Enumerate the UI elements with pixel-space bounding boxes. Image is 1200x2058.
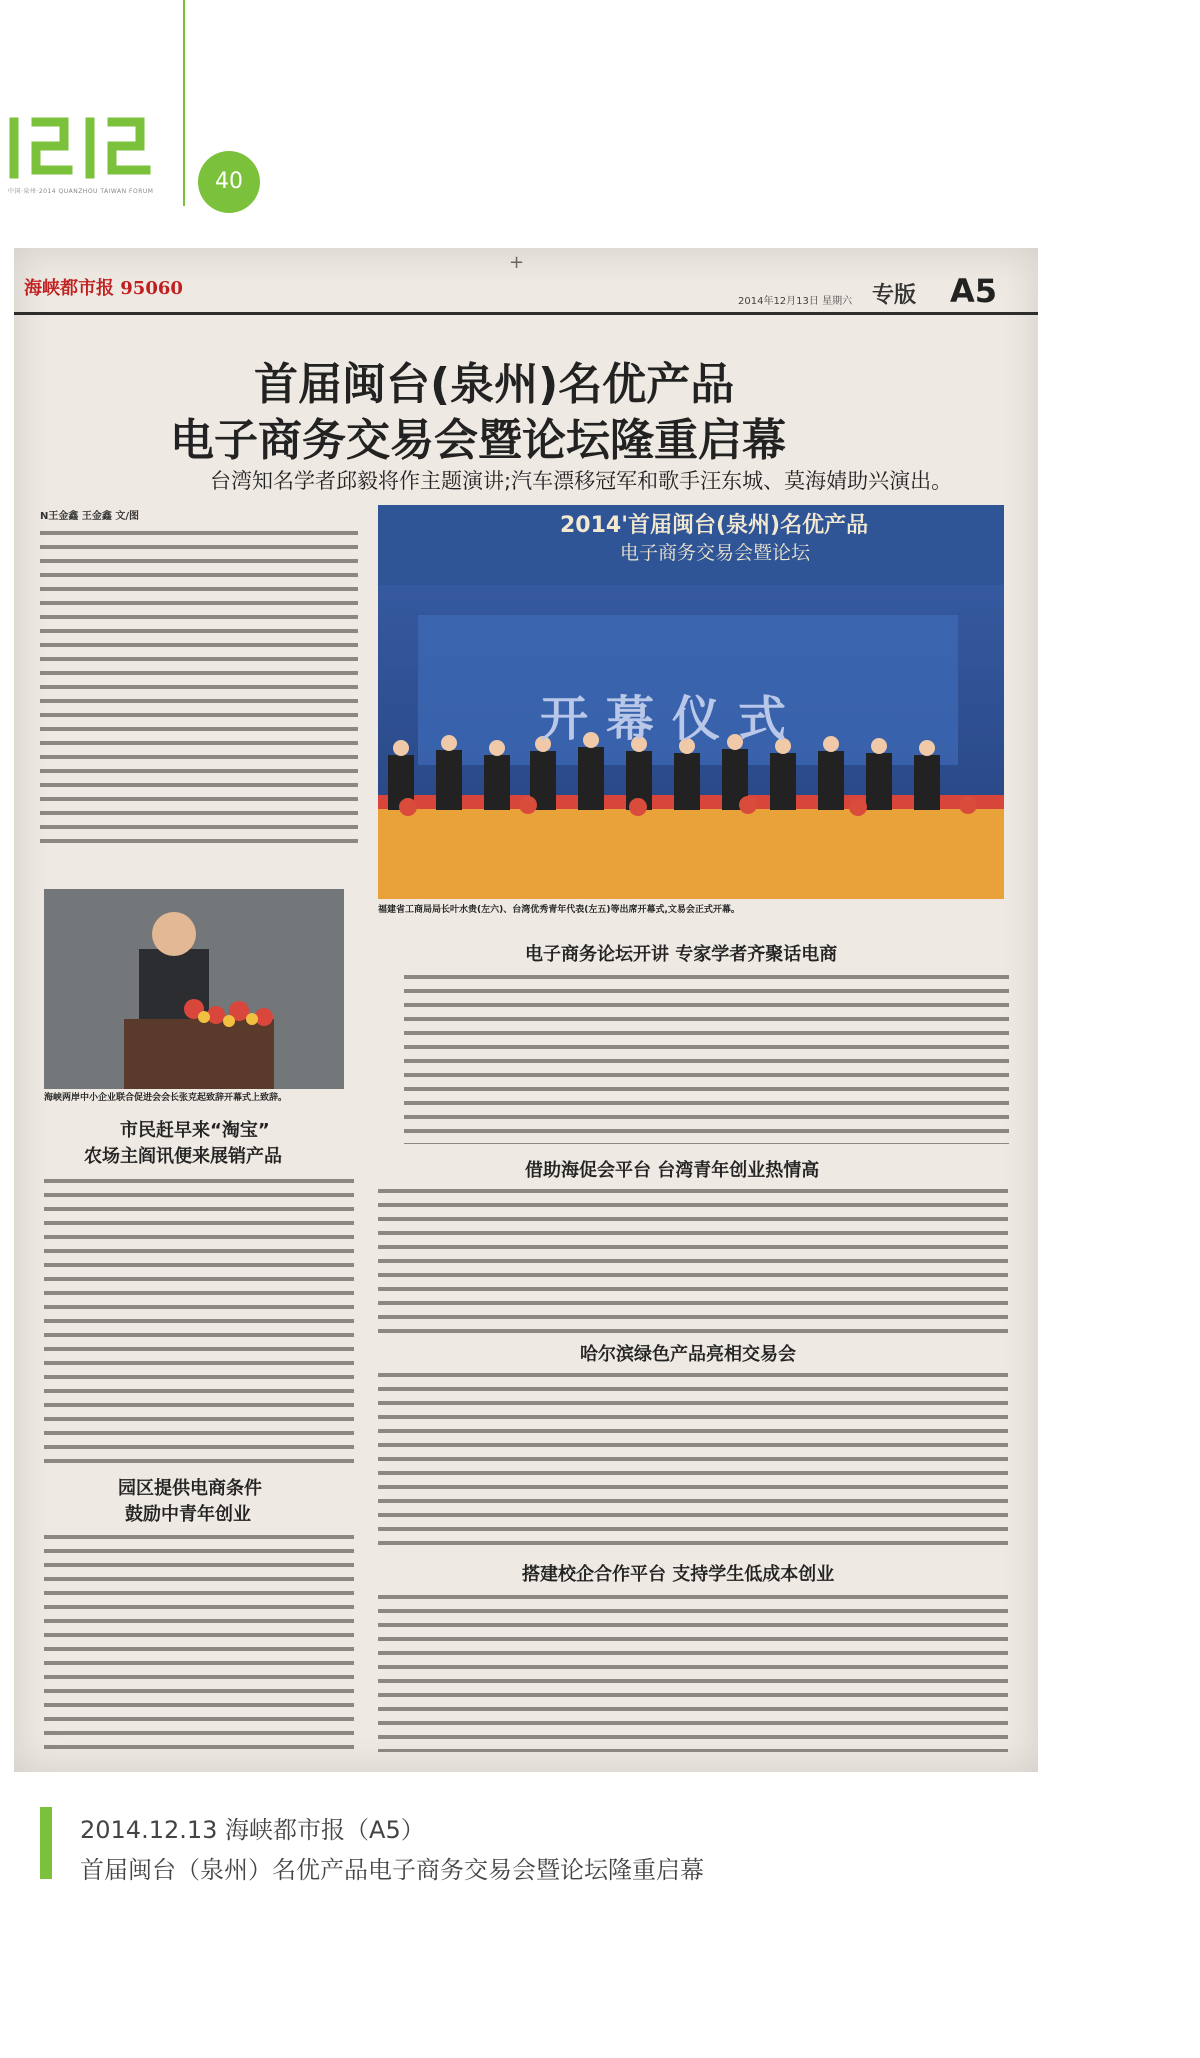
photo-banner-line2: 电子商务交易会暨论坛 xyxy=(620,542,811,564)
photo-banner-line1: 2014'首届闽台(泉州)名优产品 xyxy=(560,513,869,538)
masthead-date: 2014年12月13日 星期六 xyxy=(738,296,853,307)
headline-line2: 电子商务交易会暨论坛隆重启幕 xyxy=(170,415,786,466)
article-text xyxy=(44,1532,354,1752)
section-title-harbin: 哈尔滨绿色产品亮相交易会 xyxy=(580,1344,796,1365)
footer-accent-bar xyxy=(40,1807,52,1879)
section-title-market-sub: 农场主阎讯便来展销产品 xyxy=(84,1146,282,1167)
headline-line1: 首届闽台(泉州)名优产品 xyxy=(254,359,735,410)
footer-source: 2014.12.13 海峡都市报（A5） xyxy=(80,1816,425,1844)
header-divider xyxy=(183,0,185,206)
subheadline: 台湾知名学者邱毅将作主题演讲;汽车漂移冠军和歌手汪东城、莫海婧助兴演出。 xyxy=(210,469,953,493)
footer-title: 首届闽台（泉州）名优产品电子商务交易会暨论坛隆重启幕 xyxy=(80,1856,704,1884)
speaker-photo xyxy=(44,889,344,1089)
section-title-park: 园区提供电商条件 xyxy=(118,1478,262,1499)
article-text xyxy=(44,1176,354,1466)
masthead-page: A5 xyxy=(950,272,998,310)
main-photo-caption: 福建省工商局局长叶水贵(左六)、台湾优秀青年代表(左五)等出席开幕式,文易会正式开幕。 xyxy=(378,905,740,915)
photo-banner-line3: 开幕仪式 xyxy=(540,691,805,747)
section-title-park-sub: 鼓励中青年创业 xyxy=(125,1504,251,1525)
lead-article-text xyxy=(40,528,358,848)
section-title-youth: 借助海促会平台 台湾青年创业热情高 xyxy=(525,1160,820,1181)
logo-subtext: 中国·泉州·2014 QUANZHOU TAIWAN FORUM xyxy=(8,188,154,195)
masthead-rule xyxy=(14,312,1038,315)
byline: N王金鑫 王金鑫 文/图 xyxy=(40,511,139,522)
article-text xyxy=(404,972,1009,1144)
section-title-school: 搭建校企合作平台 支持学生低成本创业 xyxy=(522,1564,835,1585)
brand-logo xyxy=(6,108,166,180)
section-title-market: 市民赶早来“淘宝” xyxy=(120,1120,270,1141)
side-photo-caption: 海峡两岸中小企业联合促进会会长张克起致辞开幕式上致辞。 xyxy=(44,1093,288,1103)
section-title-forum: 电子商务论坛开讲 专家学者齐聚话电商 xyxy=(525,944,838,965)
article-text xyxy=(378,1186,1008,1334)
masthead-section: 专版 xyxy=(872,283,917,308)
page-number-badge: 40 xyxy=(198,151,260,213)
article-text xyxy=(378,1592,1008,1752)
registration-mark: + xyxy=(509,252,525,273)
article-text xyxy=(378,1370,1008,1548)
newspaper-masthead: 海峡都市报 95060 xyxy=(24,278,183,299)
